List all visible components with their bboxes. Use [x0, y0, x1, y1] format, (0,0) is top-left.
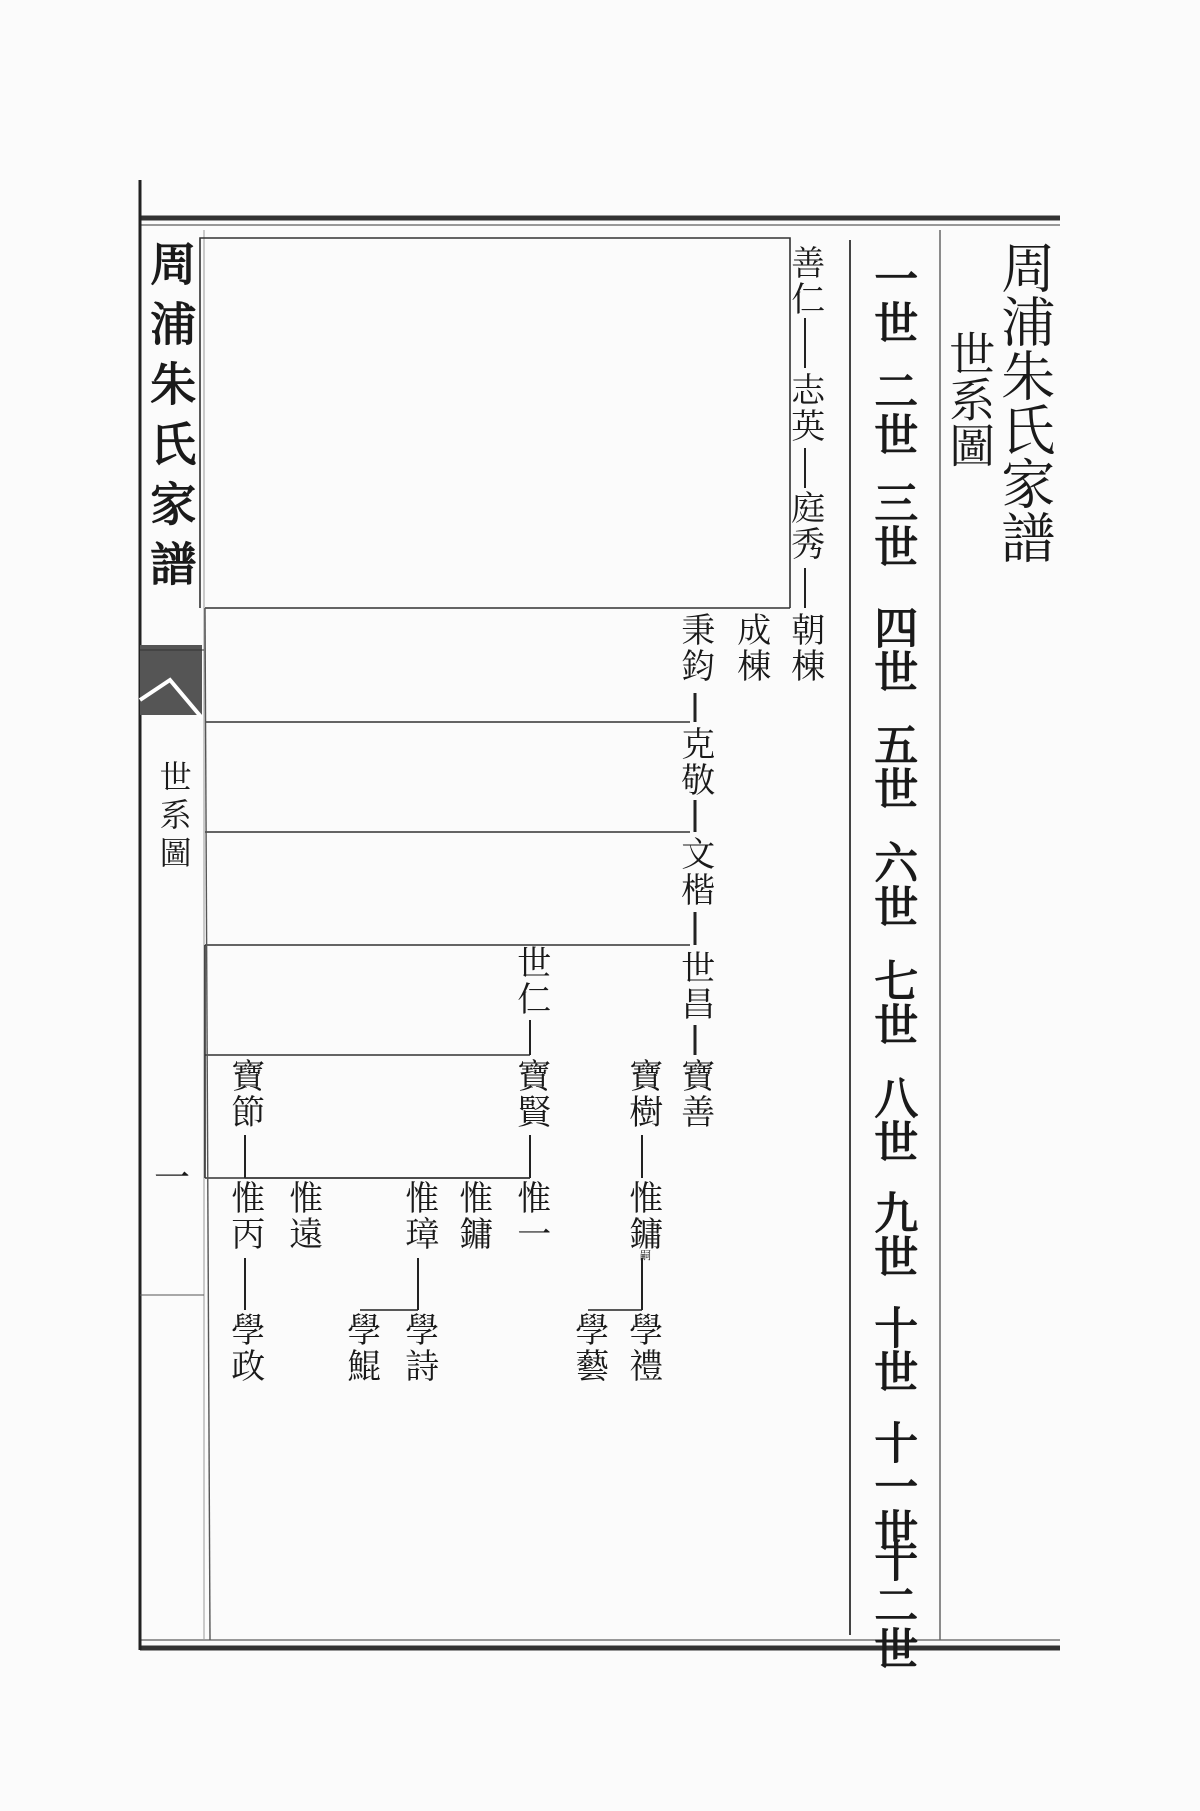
- name-baojie: 寶節: [224, 1058, 265, 1130]
- name-chengdong: 成棟: [730, 612, 771, 684]
- name-baoshu: 寶樹: [622, 1058, 663, 1130]
- gen-label-3: 三世: [866, 480, 918, 568]
- name-baoshan: 寶善: [674, 1058, 715, 1130]
- name-baoxian: 寶賢: [510, 1058, 551, 1130]
- name-weiyuan: 惟遠: [282, 1180, 323, 1252]
- name-shichang: 世昌: [674, 950, 715, 1022]
- gen-label-1: 一世: [866, 256, 918, 344]
- gen-label-6: 六世: [866, 840, 918, 928]
- gen-label-2: 二世: [866, 368, 918, 456]
- spine-book-title: 周浦朱氏家譜: [143, 240, 198, 600]
- name-xuezheng: 學政: [224, 1312, 265, 1384]
- name-shiren: 世仁: [510, 945, 551, 1017]
- name-weiyong-b: 惟鏞: [452, 1180, 493, 1252]
- name-xueshi: 學詩: [398, 1312, 439, 1384]
- name-xuekun: 學鯤: [340, 1312, 381, 1384]
- gen-label-10: 十世: [866, 1305, 918, 1393]
- name-chaodong: 朝棟: [784, 612, 825, 684]
- name-zhiying: 志英: [784, 372, 825, 444]
- gen-label-8: 八世: [866, 1075, 918, 1163]
- name-wenkai: 文楷: [674, 836, 715, 908]
- name-kejing: 克敬: [674, 726, 715, 798]
- name-weiyi: 惟一: [510, 1180, 551, 1252]
- gen-label-7: 七世: [866, 958, 918, 1046]
- name-weibing: 惟丙: [224, 1180, 265, 1252]
- spine-section-title: 世系圖: [154, 760, 193, 874]
- name-xueyi: 學藝: [568, 1312, 609, 1384]
- name-bingjun: 秉鈞: [674, 612, 715, 684]
- section-title: 世系圖: [942, 330, 997, 468]
- book-title: 周浦朱氏家譜: [992, 240, 1056, 564]
- name-xueli: 學禮: [622, 1312, 663, 1384]
- gen-label-4: 四世: [866, 605, 918, 693]
- gen-label-9: 九世: [866, 1190, 918, 1278]
- box-gen1-3: [200, 238, 790, 608]
- gen-label-12: 十二世: [866, 1538, 918, 1670]
- name-weiyong: 惟鏞: [622, 1180, 663, 1252]
- name-weizhang: 惟璋: [398, 1180, 439, 1252]
- name-shanren: 善仁: [784, 245, 825, 317]
- gen-label-5: 五世: [866, 722, 918, 810]
- adoption-marker: 嗣: [640, 1249, 651, 1262]
- name-tingxiu: 庭秀: [784, 490, 825, 562]
- gen-label-11: 十一世: [866, 1420, 918, 1552]
- spine-page-number: 一: [154, 1158, 191, 1199]
